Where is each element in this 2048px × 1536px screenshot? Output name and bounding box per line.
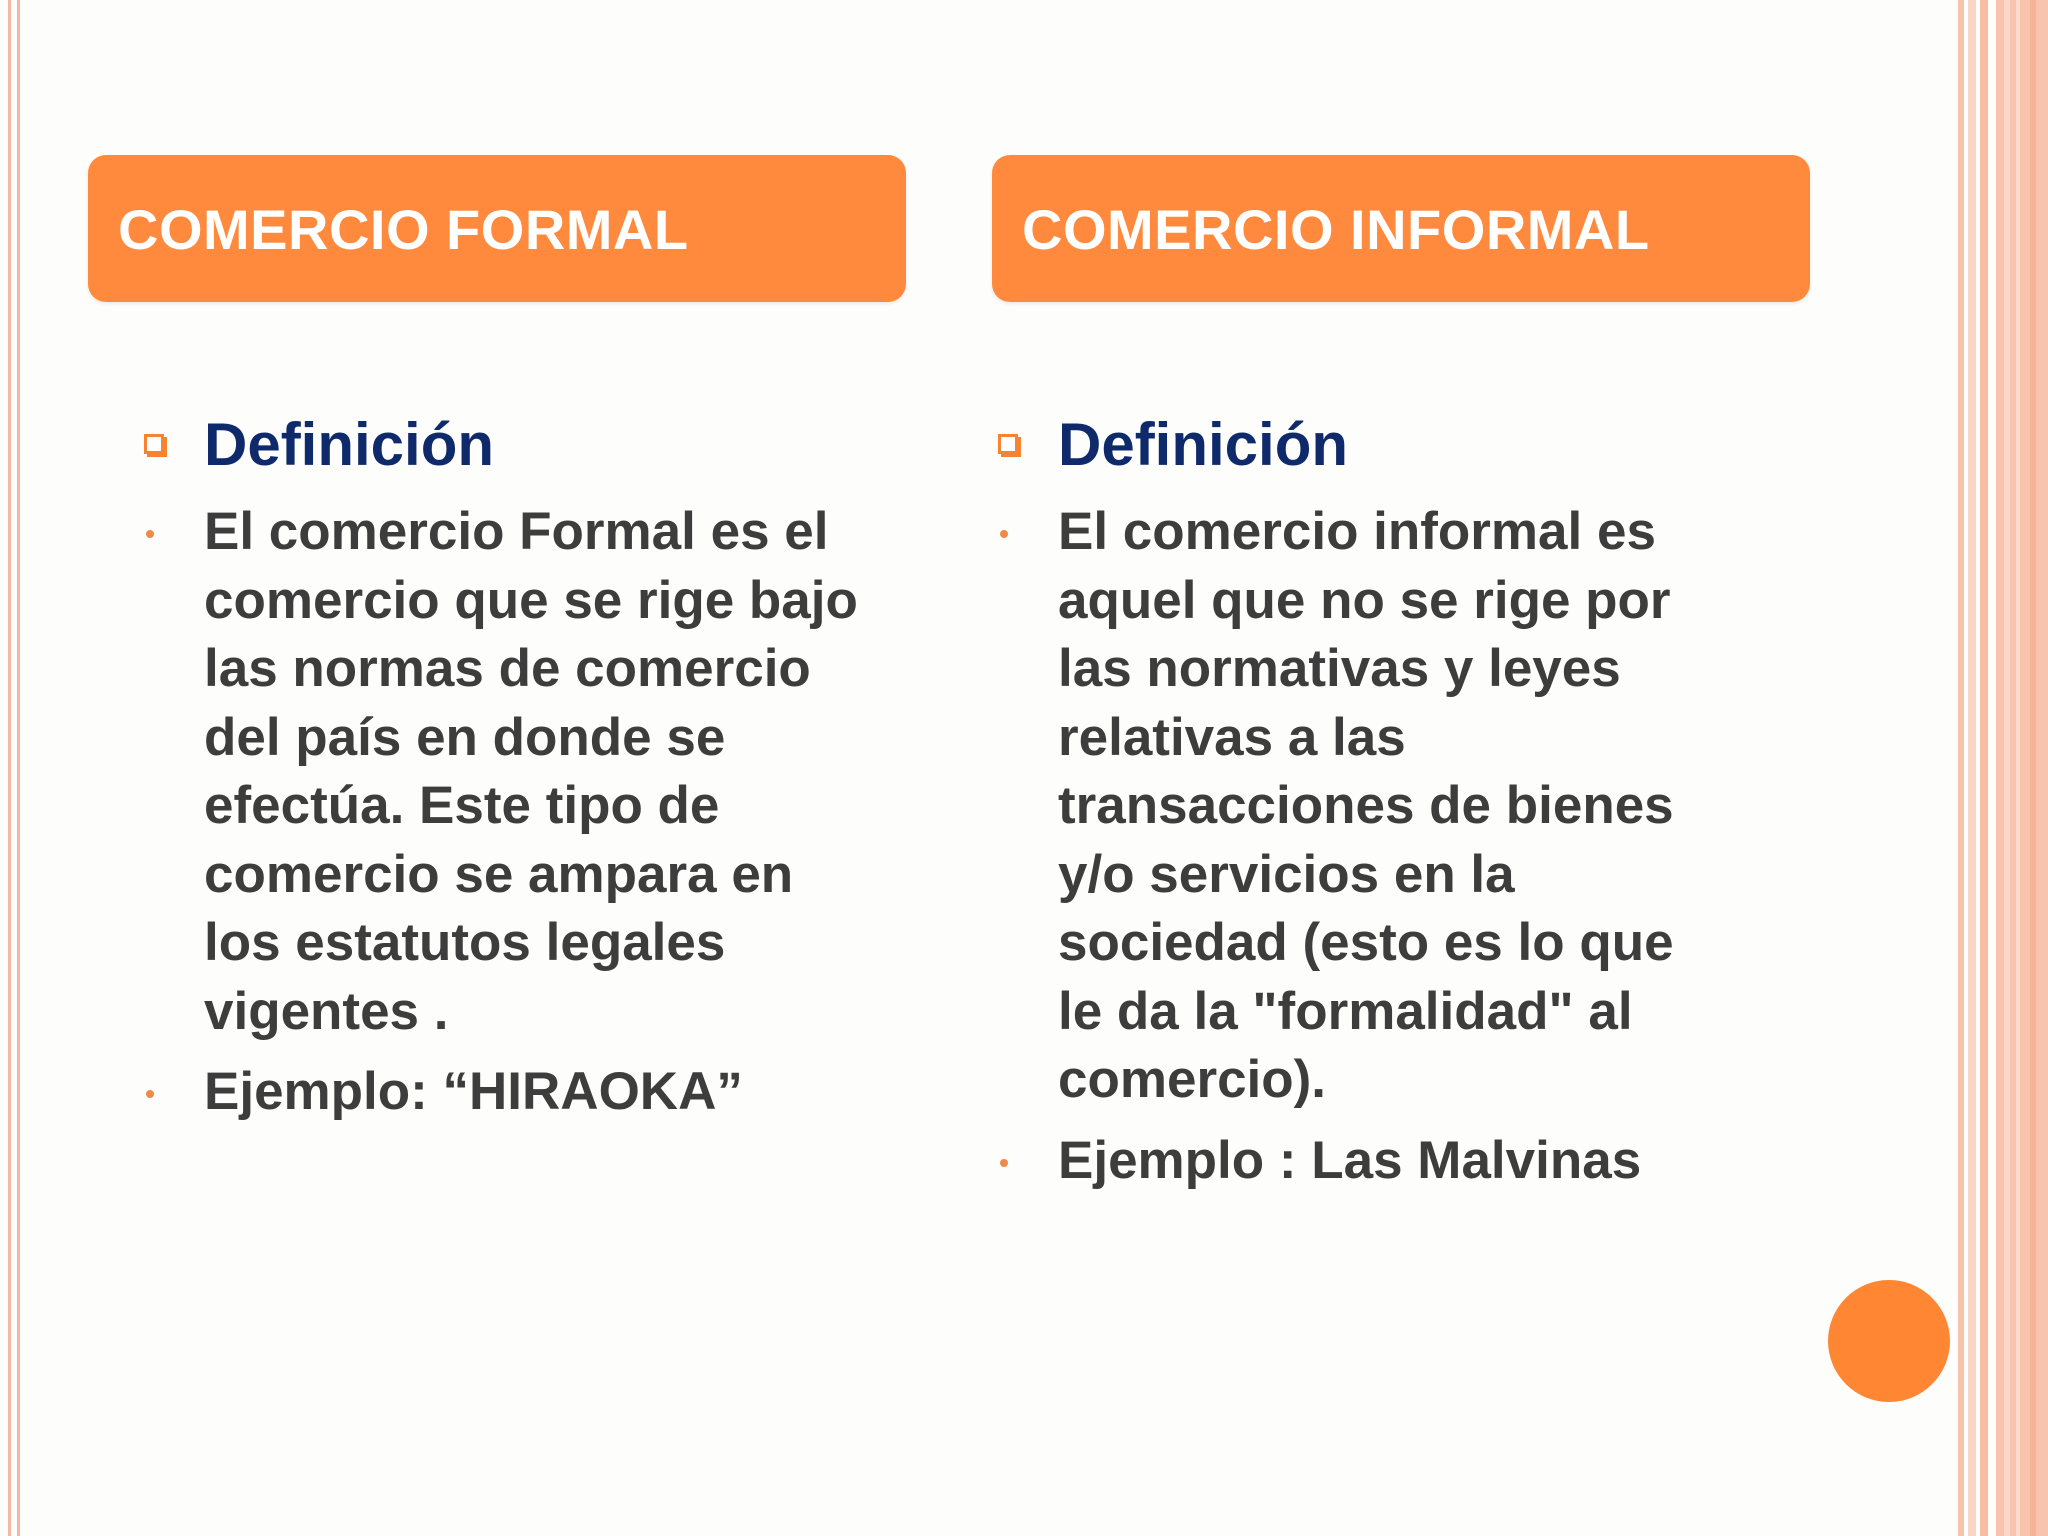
right-stripe	[1968, 0, 1976, 1536]
definition-title: Definición	[1058, 411, 1349, 478]
definition-heading	[998, 400, 1778, 490]
right-stripe	[2016, 0, 2020, 1536]
list-item	[144, 1058, 924, 1127]
list-item-text: El comercio informal es aquel que no se rige por las normativas y leyes relativas a las transacciones de bienes y/o servicios en la sociedad (esto es lo que le da la "formalidad" al comercio).	[1058, 502, 1674, 1109]
hollow-square-icon	[998, 434, 1018, 454]
header-title: COMERCIO INFORMAL	[1022, 198, 1650, 261]
bullet-dot-icon	[146, 1090, 154, 1098]
right-stripe	[2004, 0, 2010, 1536]
definition-heading	[144, 400, 924, 490]
header-comercio-informal	[992, 155, 1810, 302]
header-comercio-formal	[88, 155, 906, 302]
bullet-dot-icon	[1000, 1159, 1008, 1167]
list-item	[998, 1127, 1778, 1196]
right-stripe	[1980, 0, 1988, 1536]
bullet-dot-icon	[1000, 530, 1008, 538]
right-stripe	[1958, 0, 1964, 1536]
header-title: COMERCIO FORMAL	[118, 198, 689, 261]
definition-title: Definición	[204, 411, 495, 478]
list-item-text: Ejemplo: “HIRAOKA”	[204, 1062, 743, 1121]
decorative-circle	[1828, 1280, 1950, 1402]
list-item-text: El comercio Formal es el comercio que se rige bajo las normas de comercio del país en donde se efectúa. Este tipo de comercio se ampara en los estatutos legales vigentes .	[204, 502, 858, 1041]
left-border-line	[8, 0, 11, 1536]
list-item	[144, 498, 924, 1046]
list-item	[998, 498, 1778, 1115]
hollow-square-icon	[144, 434, 164, 454]
list-item-text: Ejemplo : Las Malvinas	[1058, 1130, 1642, 1190]
left-border-line	[17, 0, 20, 1536]
right-stripe	[2030, 0, 2036, 1536]
left-column	[144, 400, 924, 1127]
right-column	[998, 400, 1778, 1195]
bullet-dot-icon	[146, 530, 154, 538]
